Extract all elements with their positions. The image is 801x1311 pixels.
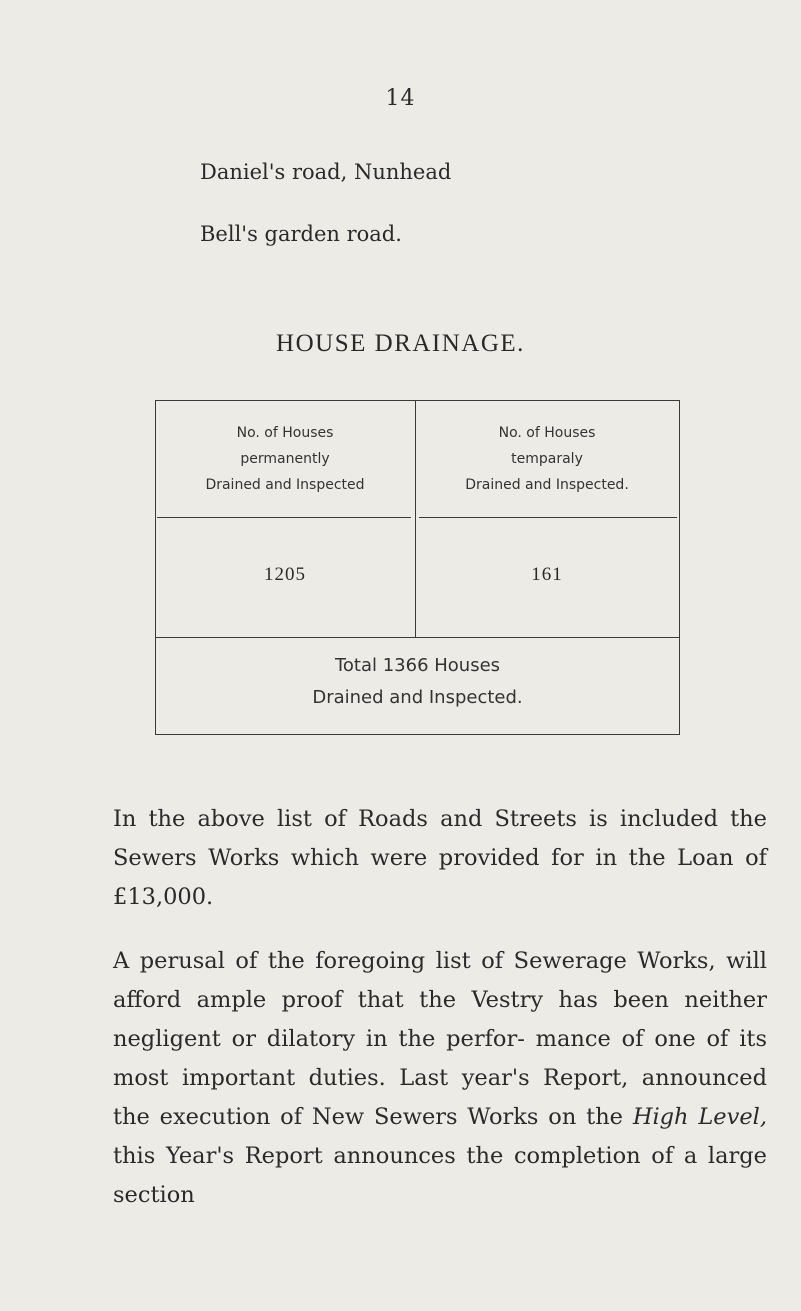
- total-cell: [155, 650, 680, 714]
- column-header-permanent: [155, 420, 415, 498]
- value-temporary: 161: [531, 564, 563, 585]
- table-rule: [415, 400, 416, 637]
- header-line: No. of Houses: [498, 425, 596, 441]
- section-title: HOUSE DRAINAGE.: [276, 330, 525, 357]
- header-line: No. of Houses: [236, 425, 334, 441]
- address-line: Daniel's road, Nunhead: [200, 160, 452, 184]
- paragraph-perusal: [113, 942, 767, 1215]
- table-rule: [155, 734, 680, 735]
- total-line: Drained and Inspected.: [312, 687, 523, 708]
- header-line: temparaly: [511, 451, 583, 467]
- header-line: Drained and Inspected.: [465, 477, 629, 493]
- header-line: Drained and Inspected: [205, 477, 365, 493]
- column-header-temporary: [417, 420, 677, 498]
- paragraph-text: A perusal of the foregoing list of Sewerage Works, will afford ample proof that the Vestry has been neither negligent or dilatory in the perfor- mance of one of its most important duties. Last year's Report, announced the execution of New Sewers Works on the: [113, 948, 767, 1130]
- total-line: Total 1366 Houses: [334, 655, 501, 676]
- emphasis-high-level: High Level,: [632, 1104, 767, 1130]
- page-number: 14: [385, 86, 416, 111]
- paragraph-loan: In the above list of Roads and Streets is included the Sewers Works which were provided for in the Loan of £13,000.: [113, 806, 767, 910]
- paragraph-text: this Year's Report announces the completion of a large section: [113, 1143, 767, 1208]
- table-rule: [419, 517, 677, 518]
- table-rule: [157, 517, 411, 518]
- address-line: Bell's garden road.: [200, 222, 402, 246]
- table-rule: [155, 637, 680, 638]
- value-permanent: 1205: [264, 564, 306, 585]
- table-rule: [155, 400, 680, 401]
- drainage-table: [155, 400, 680, 735]
- header-line: permanently: [240, 451, 330, 467]
